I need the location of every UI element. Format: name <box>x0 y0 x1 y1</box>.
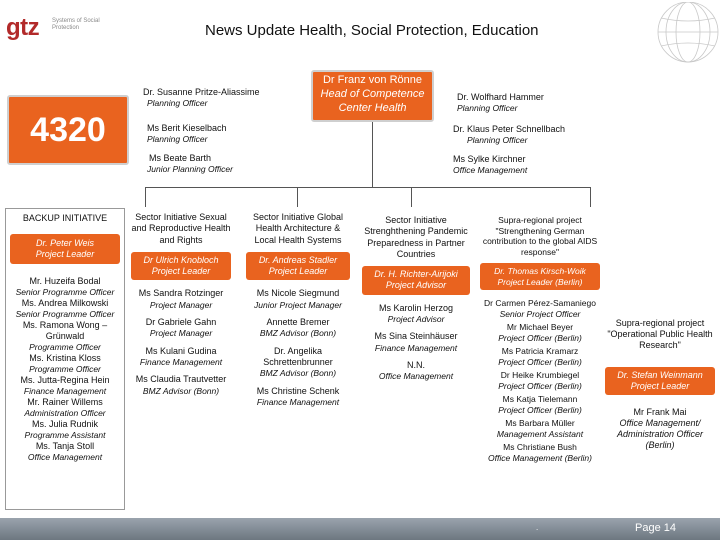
staff-name: Ms Beate Barth <box>149 153 212 163</box>
member <box>246 346 350 380</box>
backup-title: BACKUP INITIATIVE <box>22 213 108 223</box>
logo-subtitle: Systems of Social Protection <box>52 18 100 31</box>
trunk-line <box>372 122 373 188</box>
member-role: Finance Management <box>23 386 107 396</box>
member-name: Ms. Julia Rudnik <box>31 419 99 429</box>
member-name: Ms Claudia Trautvetter <box>135 374 227 385</box>
member <box>131 346 231 369</box>
member <box>6 441 124 463</box>
member <box>6 375 124 397</box>
unit-code: 4320 <box>30 110 106 149</box>
member <box>246 386 350 409</box>
member-role: Project Officer (Berlin) <box>498 356 582 367</box>
member-role: BMZ Advisor (Bonn) <box>259 368 337 379</box>
column-pandemic <box>362 215 470 389</box>
leader-role: Project Leader <box>35 249 95 259</box>
staff-role: Planning Officer <box>467 135 528 145</box>
unit-code-box <box>7 95 129 165</box>
member-role: Project Officer (Berlin) <box>498 380 582 391</box>
member-role: Project Manager <box>149 299 213 310</box>
column-global-health <box>246 212 350 414</box>
column-title: Sector Initiative Strenghthening Pandemic Preparedness in Partner Countries <box>364 215 468 259</box>
member-role: BMZ Advisor (Bonn) <box>142 385 220 396</box>
staff-role: Junior Planning Officer <box>147 164 233 174</box>
member <box>480 418 600 439</box>
member <box>6 419 124 441</box>
member-role: Finance Management <box>256 396 340 407</box>
member <box>480 370 600 391</box>
staff-role: Planning Officer <box>457 103 518 113</box>
head-role: Head of Competence Center Health <box>320 88 425 114</box>
member <box>6 353 124 375</box>
member-role: Project Officer (Berlin) <box>498 332 582 343</box>
member-role: Programme Officer <box>29 342 101 352</box>
staff-hammer <box>457 92 544 114</box>
drop-line <box>297 187 298 207</box>
column-leader: Dr Ulrich Knobloch Project Leader <box>131 252 231 281</box>
column-title: Supra-regional project "Strengthening German contribution to the global AIDS response" <box>482 215 598 257</box>
member <box>131 317 231 340</box>
member-name: Annette Bremer <box>266 317 330 328</box>
member-role: Finance Management <box>374 342 458 353</box>
staff-role: Planning Officer <box>147 98 208 108</box>
member <box>6 298 124 320</box>
member-name: Ms. Ramona Wong – Grünwald <box>22 320 108 341</box>
staff-schnellbach <box>453 124 565 146</box>
staff-pritze <box>143 87 260 109</box>
member-role: Senior Project Officer <box>499 308 581 319</box>
member <box>480 394 600 415</box>
member-name: Ms Karolin Herzog <box>378 302 454 313</box>
member-name: Dr Heike Krumbiegel <box>500 370 580 380</box>
member-role: Junior Project Manager <box>254 299 342 310</box>
member-role: Programme Assistant <box>24 430 106 440</box>
page-title: News Update Health, Social Protection, Education <box>205 22 539 39</box>
member <box>6 276 124 298</box>
column-leader: Dr. H. Richter-Airijoki Project Advisor <box>362 266 470 295</box>
staff-role: Office Management <box>453 165 528 175</box>
footer-bar <box>0 518 720 540</box>
member <box>246 317 350 340</box>
column-title: Sector Initiative Sexual and Reproductive Health and Rights <box>131 212 231 245</box>
member <box>6 397 124 419</box>
page-number: Page 14 <box>635 522 676 534</box>
member-role: Senior Programme Officer <box>15 309 115 319</box>
side-title: Supra-regional project "Operational Public Health Research" <box>607 318 713 350</box>
member-name: Mr Michael Beyer <box>506 322 574 332</box>
member-role: Project Officer (Berlin) <box>498 404 582 415</box>
staff-name: Ms Berit Kieselbach <box>147 123 227 133</box>
member-name: Ms Christiane Bush <box>503 442 577 452</box>
staff-barth <box>147 153 233 175</box>
member-role: Senior Programme Officer <box>15 287 115 297</box>
drop-line <box>590 187 591 207</box>
member-name: Ms Katja Tielemann <box>502 394 578 404</box>
member-name: Ms Barbara Müller <box>505 418 575 428</box>
column-title: Sector Initiative Global Health Architecture & Local Health Systems <box>252 212 344 245</box>
member-name: Ms. Kristina Kloss <box>29 353 101 363</box>
staff-name: Ms Sylke Kirchner <box>453 154 526 164</box>
staff-kieselbach <box>147 123 227 145</box>
side-project <box>605 318 715 451</box>
staff-name: Dr. Wolfhard Hammer <box>457 92 544 102</box>
member <box>246 288 350 311</box>
logo-mark: gtz <box>6 14 40 41</box>
member <box>362 331 470 354</box>
globe-icon <box>640 2 720 82</box>
member-role: Office Management (Berlin) <box>488 452 592 463</box>
column-leader: Dr. Thomas Kirsch-Woik Project Leader (Berlin) <box>480 263 600 290</box>
member-name: Ms Patricia Kramarz <box>501 346 579 356</box>
backup-leader <box>10 234 120 264</box>
gtz-logo <box>6 14 116 44</box>
staff-role: Planning Officer <box>147 134 208 144</box>
member-name: Mr. Huzeifa Bodal <box>29 276 101 286</box>
member-name: Ms Christine Schenk <box>256 385 340 396</box>
column-srhr <box>131 212 231 403</box>
member-role: Finance Management <box>139 356 223 367</box>
member-role: Office Management <box>27 452 103 462</box>
member-name: Dr. Angelika Schrettenbrunner <box>263 345 333 367</box>
member <box>131 374 231 397</box>
column-leader: Dr. Andreas Stadler Project Leader <box>246 252 350 281</box>
member-name: Ms Sandra Rotzinger <box>138 288 224 299</box>
member-name: Ms Kulani Gudina <box>145 345 217 356</box>
member-role: BMZ Advisor (Bonn) <box>259 328 337 339</box>
member <box>362 360 470 383</box>
member-name: N.N. <box>407 359 425 370</box>
staff-name: Dr. Susanne Pritze-Aliassime <box>143 87 260 97</box>
member <box>480 298 600 319</box>
member-role: Project Manager <box>149 328 213 339</box>
member <box>362 303 470 326</box>
member <box>131 288 231 311</box>
member-role: Office Management/ Administration Officer (Berlin) <box>616 418 704 450</box>
member-role: Office Management <box>378 371 454 382</box>
drop-line <box>145 187 146 207</box>
member-name: Ms Nicole Siegmund <box>256 288 340 299</box>
member-role: Project Advisor <box>387 314 445 325</box>
member-role: Administration Officer <box>24 408 106 418</box>
backup-initiative-box <box>5 208 125 510</box>
member <box>480 346 600 367</box>
head-name: Dr Franz von Rönne <box>322 74 423 86</box>
member <box>480 322 600 343</box>
member-name: Ms. Jutta-Regina Hein <box>20 375 110 385</box>
head-box <box>311 70 434 122</box>
member-role: Management Assistant <box>496 428 584 439</box>
member-name: Dr Carmen Pérez-Samaniego <box>484 298 596 308</box>
member-name: Mr Frank Mai <box>633 407 687 417</box>
member-name: Mr. Rainer Willems <box>27 397 103 407</box>
footer-dot: . <box>536 523 539 532</box>
drop-line <box>411 187 412 207</box>
member-role: Programme Officer <box>29 364 101 374</box>
member-name: Dr Gabriele Gahn <box>145 317 217 328</box>
column-aids <box>480 215 600 466</box>
member-name: Ms. Andrea Milkowski <box>21 298 109 308</box>
staff-name: Dr. Klaus Peter Schnellbach <box>453 124 566 134</box>
member <box>6 320 124 353</box>
member <box>605 407 715 451</box>
member-name: Ms Sina Steinhäuser <box>374 331 458 342</box>
leader-name: Dr. Peter Weis <box>35 238 94 248</box>
bus-line <box>145 187 591 188</box>
member-name: Ms. Tanja Stoll <box>35 441 95 451</box>
side-leader: Dr. Stefan Weinmann Project Leader <box>605 367 715 395</box>
member <box>480 442 600 463</box>
staff-kirchner <box>453 154 527 176</box>
